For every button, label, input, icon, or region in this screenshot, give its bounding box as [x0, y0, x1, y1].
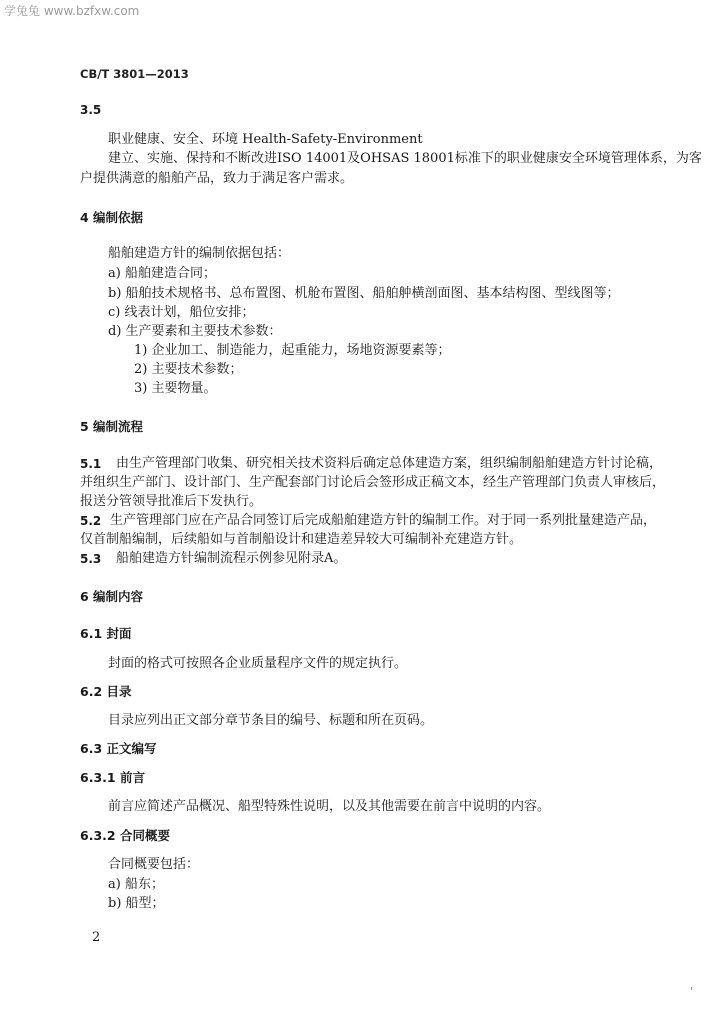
section-6-1-text: 封面的格式可按照各企业质量程序文件的规定执行。 [108, 656, 408, 671]
section-4-subitem-1: 1) 企业加工、制造能力，起重能力，场地资源要素等； [134, 343, 451, 358]
section-6-3-2-intro: 合同概要包括： [108, 857, 200, 872]
section-4-item-c: c) 线表计划，船位安排； [108, 305, 255, 320]
section-5-1-line-2: 并组织生产部门、设计部门、生产配套部门讨论后会签形成正稿文本，经生产管理部门负责人审核后， [80, 475, 666, 490]
section-3-5-definition-line-2: 户提供满意的船舶产品，致力于满足客户需求。 [80, 171, 354, 186]
section-5-1-number: 5.1 [80, 457, 102, 471]
section-6-3-2-heading: 6.3.2 合同概要 [80, 828, 170, 843]
section-6-heading: 6 编制内容 [80, 589, 144, 604]
standard-code: CB/T 3801—2013 [80, 67, 189, 81]
section-6-3-2-item-b: b) 船型； [108, 896, 165, 911]
section-5-3-number: 5.3 [80, 552, 102, 566]
section-6-1-heading: 6.1 封面 [80, 626, 132, 641]
section-3-5-number: 3.5 [80, 103, 102, 117]
section-4-intro: 船舶建造方针的编制依据包括： [108, 246, 291, 261]
section-6-3-1-heading: 6.3.1 前言 [80, 770, 145, 785]
section-6-3-2-item-a: a) 船东； [108, 877, 164, 892]
section-4-item-d: d) 生产要素和主要技术参数： [108, 324, 282, 339]
section-5-2-line-1: 生产管理部门应在产品合同签订后完成船舶建造方针的编制工作。对于同一系列批量建造产品， [110, 513, 657, 528]
section-5-2-line-2: 仅首制船编制，后续船如与首制船设计和建造差异较大可编制补充建造方针。 [80, 532, 523, 547]
section-4-item-b: b) 船舶技术规格书、总布置图、机舱布置图、船舶舯横剖面图、基本结构图、型线图等； [108, 286, 620, 301]
section-4-item-a: a) 船舶建造合同； [108, 266, 216, 281]
section-6-3-1-text: 前言应简述产品概况、船型特殊性说明，以及其他需要在前言中说明的内容。 [108, 799, 551, 814]
section-5-heading: 5 编制流程 [80, 419, 144, 434]
section-6-2-heading: 6.2 目录 [80, 684, 132, 699]
section-4-subitem-2: 2) 主要技术参数； [134, 362, 243, 377]
watermark-text: 学兔兔 www.bzfxw.com [4, 4, 140, 18]
section-3-5-term: 职业健康、安全、环境 Health-Safety-Environment [108, 132, 423, 147]
section-3-5-definition-line-1: 建立、实施、保持和不断改进ISO 14001及OHSAS 18001标准下的职业健康安全环境管理体系，为客 [108, 151, 702, 166]
section-4-subitem-3: 3) 主要物量。 [134, 381, 217, 396]
section-6-3-heading: 6.3 正文编写 [80, 741, 157, 756]
section-6-2-text: 目录应列出正文部分章节条目的编号、标题和所在页码。 [108, 713, 434, 728]
section-5-3-line-1: 船舶建造方针编制流程示例参见附录A。 [116, 551, 347, 566]
section-5-1-line-3: 报送分管领导批准后下发执行。 [80, 494, 263, 509]
section-5-2-number: 5.2 [80, 514, 102, 528]
section-5-1-line-1: 由生产管理部门收集、研究相关技术资料后确定总体建造方案，组织编制船舶建造方针讨论稿， [116, 456, 663, 471]
page-number: 2 [92, 930, 101, 945]
section-4-heading: 4 编制依据 [80, 210, 144, 225]
scan-edge-mark: ' [690, 985, 694, 998]
